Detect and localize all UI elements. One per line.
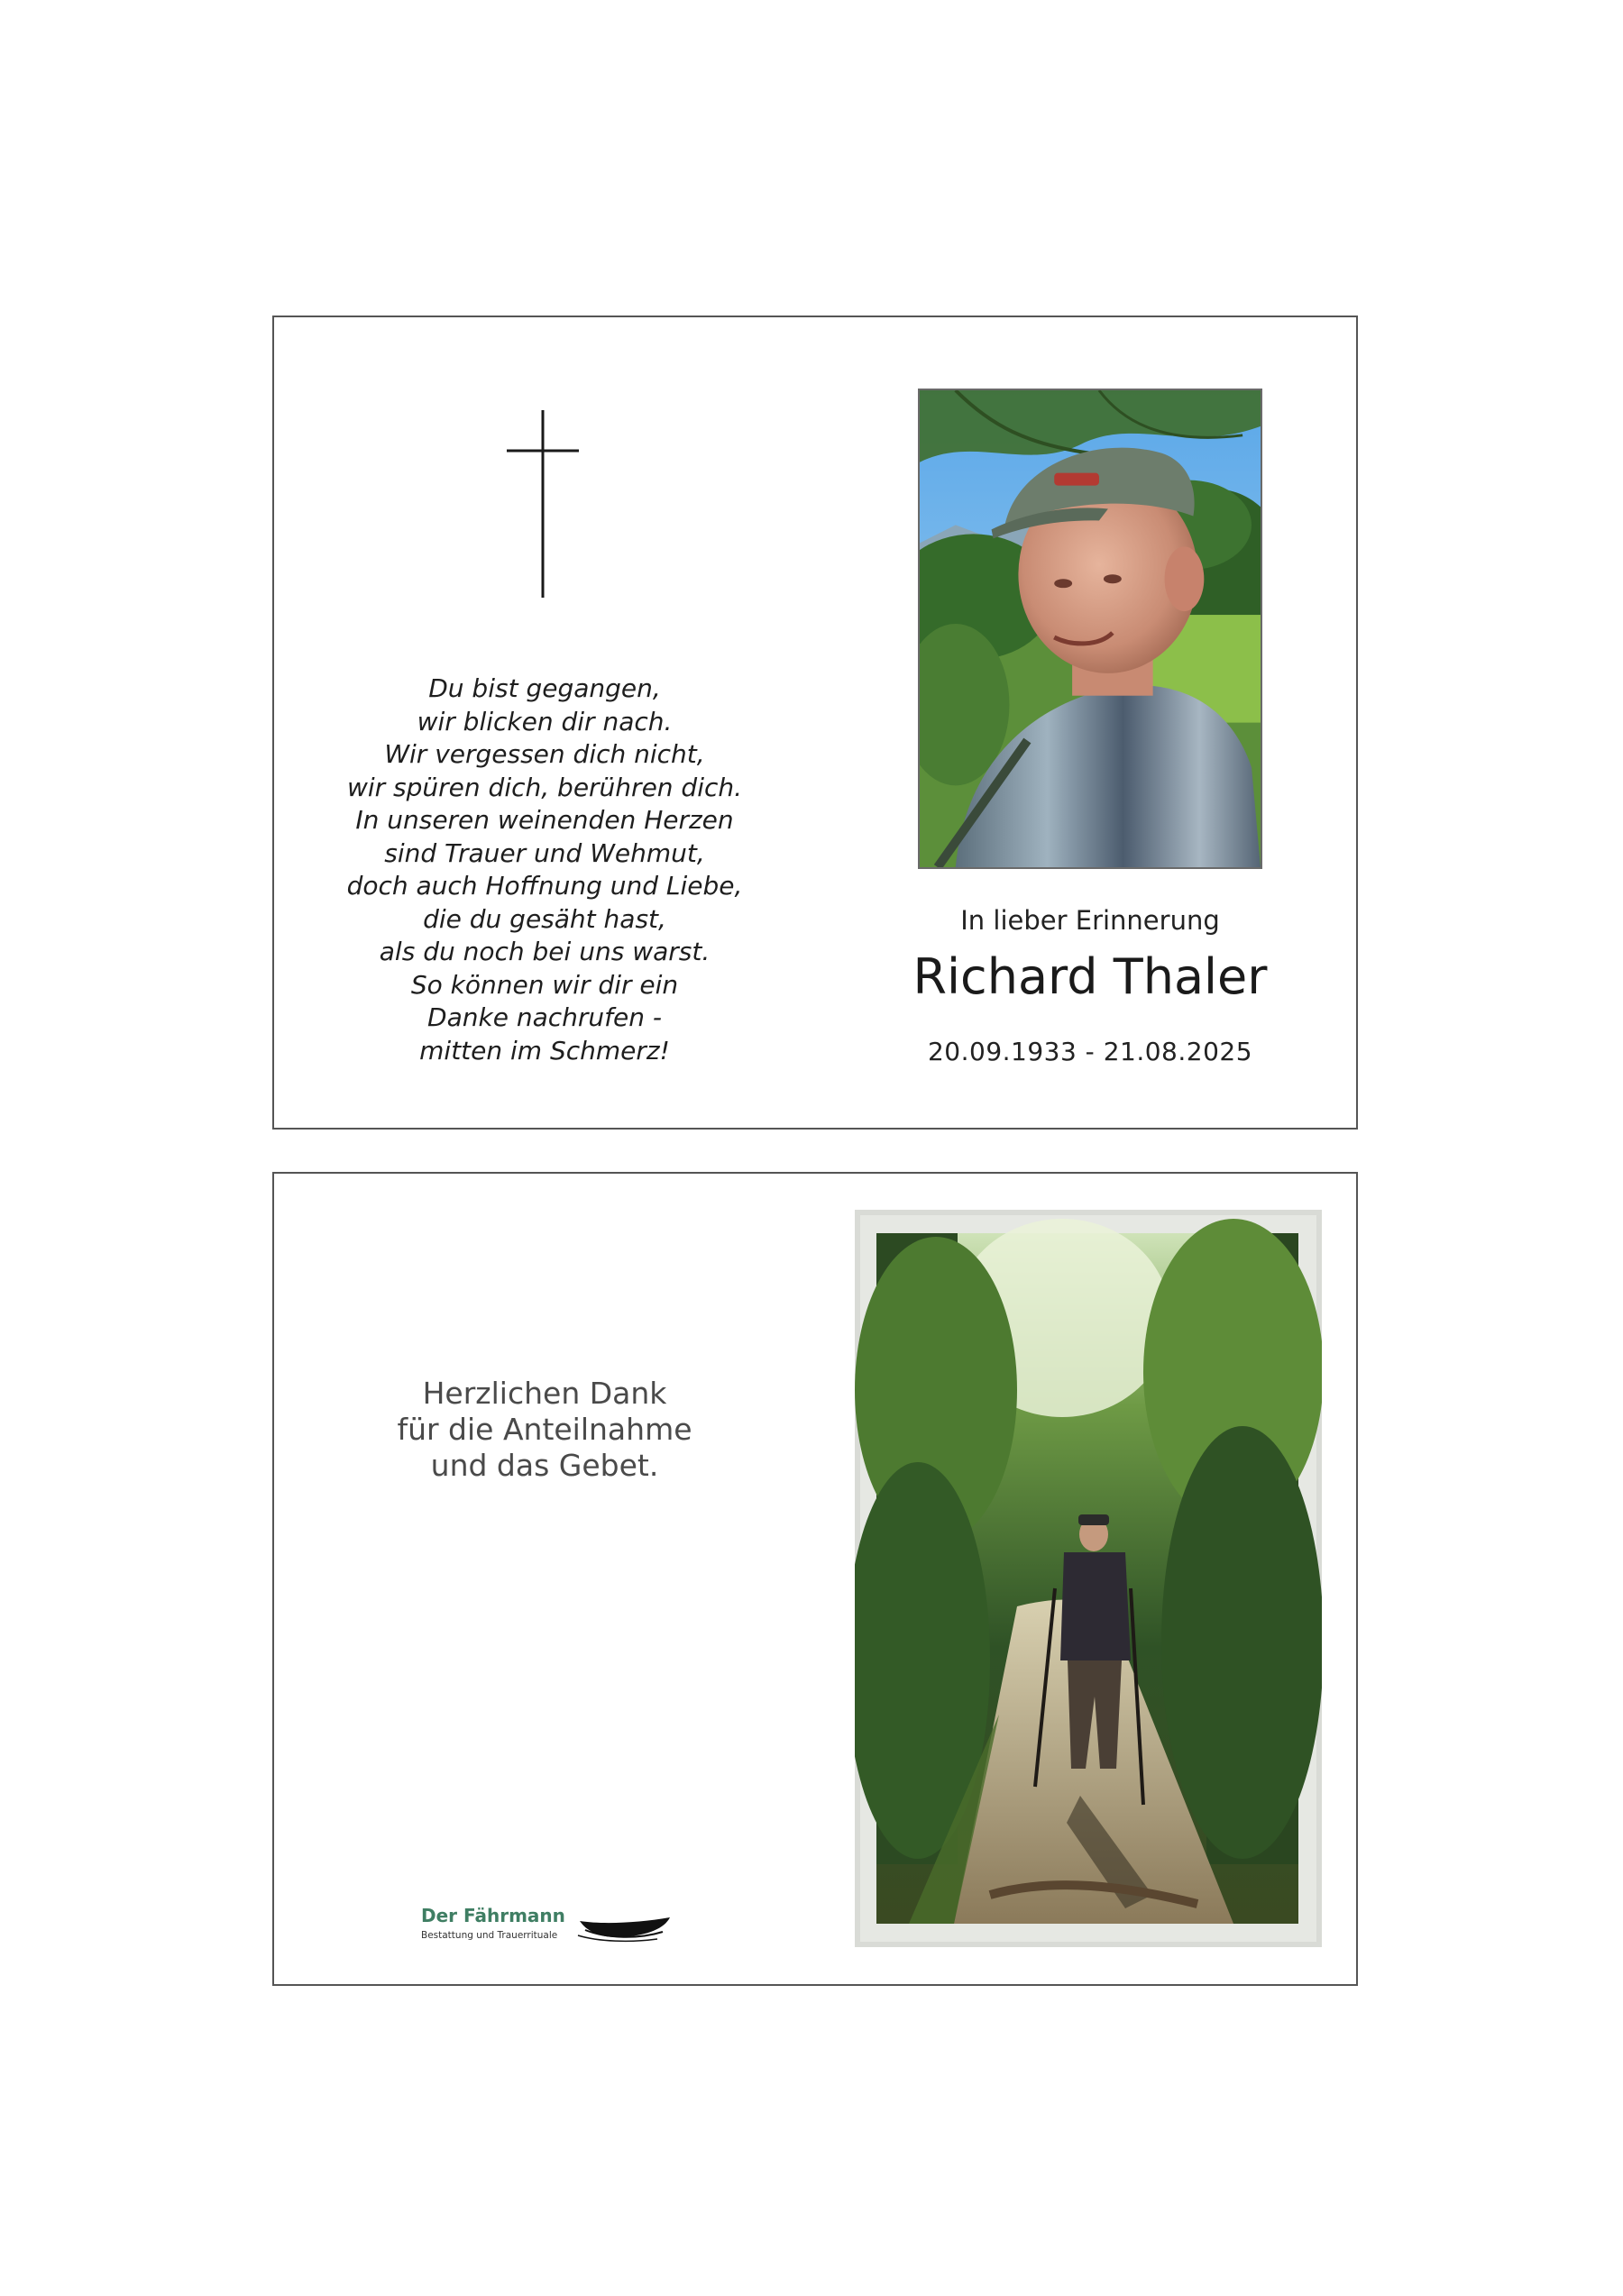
memorial-card-back	[272, 1172, 1358, 1986]
poem-line: doch auch Hoffnung und Liebe,	[346, 871, 743, 901]
deceased-name: Richard Thaler	[912, 948, 1268, 1005]
boat-icon	[576, 1912, 674, 1944]
thanks-line: Herzlichen Dank	[422, 1376, 667, 1411]
poem-line: In unseren weinenden Herzen	[355, 805, 734, 835]
poem-line: sind Trauer und Wehmut,	[384, 837, 705, 868]
memorial-line: In lieber Erinnerung	[960, 905, 1220, 936]
poem-line: Wir vergessen dich nicht,	[384, 739, 705, 769]
poem-line: wir spüren dich, berühren dich.	[346, 772, 743, 802]
poem-line: Du bist gegangen,	[428, 673, 661, 703]
poem-line: Danke nachrufen -	[427, 1002, 662, 1032]
thanks-text	[328, 1376, 761, 1484]
funeral-home-logo	[421, 1905, 683, 1950]
thanks-line: für die Anteilnahme	[397, 1412, 692, 1447]
poem-line: mitten im Schmerz!	[419, 1035, 670, 1066]
memorial-card-front	[272, 316, 1358, 1130]
poem-line: als du noch bei uns warst.	[379, 937, 711, 966]
logo-name: Der Fährmann	[421, 1905, 565, 1926]
life-dates: 20.09.1933 - 21.08.2025	[927, 1037, 1253, 1066]
poem-line: So können wir dir ein	[410, 969, 679, 1000]
poem-line: die du gesäht hast,	[423, 903, 666, 934]
cross-icon	[507, 410, 579, 598]
poem-line: wir blicken dir nach.	[417, 706, 673, 736]
forest-walk-photo	[855, 1210, 1322, 1947]
portrait-photo	[918, 389, 1262, 869]
memorial-poem	[310, 672, 779, 1067]
logo-tagline: Bestattung und Trauerrituale	[421, 1930, 558, 1941]
thanks-line: und das Gebet.	[430, 1448, 659, 1483]
